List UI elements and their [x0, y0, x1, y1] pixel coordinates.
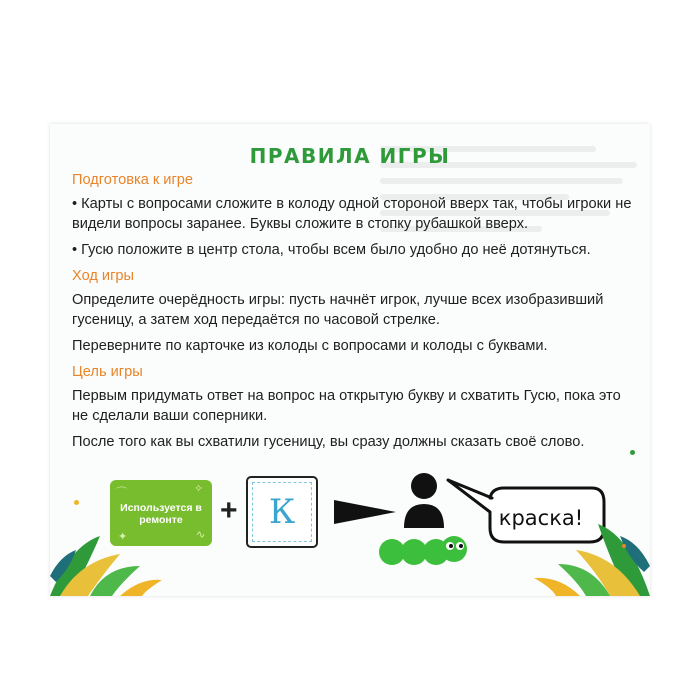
section-heading-goal: Цель игры	[72, 364, 143, 380]
doodle-icon: ✦	[118, 531, 128, 543]
rule-item: Переверните по карточке из колоды с вопросами и колоды с буквами.	[72, 338, 548, 354]
doodle-icon: ⌒	[116, 487, 127, 499]
decorative-dot	[74, 500, 79, 505]
arrow-right-icon	[334, 498, 396, 526]
rule-item: • Карты с вопросами сложите в колоду одной стороной вверх так, чтобы игроки не видели вопросы заранее. Буквы сложите в стопку рубашкой вверх.	[72, 194, 632, 234]
letter-card-letter: К	[268, 492, 296, 532]
plus-sign: +	[220, 494, 238, 527]
rule-item: Определите очерёдность игры: пусть начнёт игрок, лучше всех изобразивший гусеницу, а затем ход передаётся по часовой стрелке.	[72, 292, 604, 328]
person-icon	[402, 472, 446, 530]
leaves-decoration-icon	[50, 516, 170, 596]
doodle-icon: ✧	[194, 483, 204, 495]
rules-content	[72, 168, 632, 458]
page-title: ПРАВИЛА ИГРЫ	[249, 144, 451, 168]
rules-card	[50, 124, 650, 596]
letter-card	[246, 476, 318, 548]
section-heading-turn: Ход игры	[72, 268, 135, 284]
question-card-text: Используется в ремонте	[120, 502, 202, 526]
section-heading-preparation: Подготовка к игре	[72, 172, 194, 188]
doodle-icon: ∿	[196, 529, 206, 541]
answer-text: краска!	[498, 506, 584, 530]
rule-item: • Гусю положите в центр стола, чтобы всем было удобно до неё дотянуться.	[72, 240, 632, 260]
decorative-dot	[622, 544, 626, 548]
leaves-decoration-icon	[520, 506, 650, 596]
rule-item: После того как вы схватили гусеницу, вы сразу должны сказать своё слово.	[72, 434, 585, 450]
rule-item: Первым придумать ответ на вопрос на открытую букву и схватить Гусю, пока это не сделали ваши соперники.	[72, 388, 621, 424]
decorative-dot	[630, 450, 635, 455]
